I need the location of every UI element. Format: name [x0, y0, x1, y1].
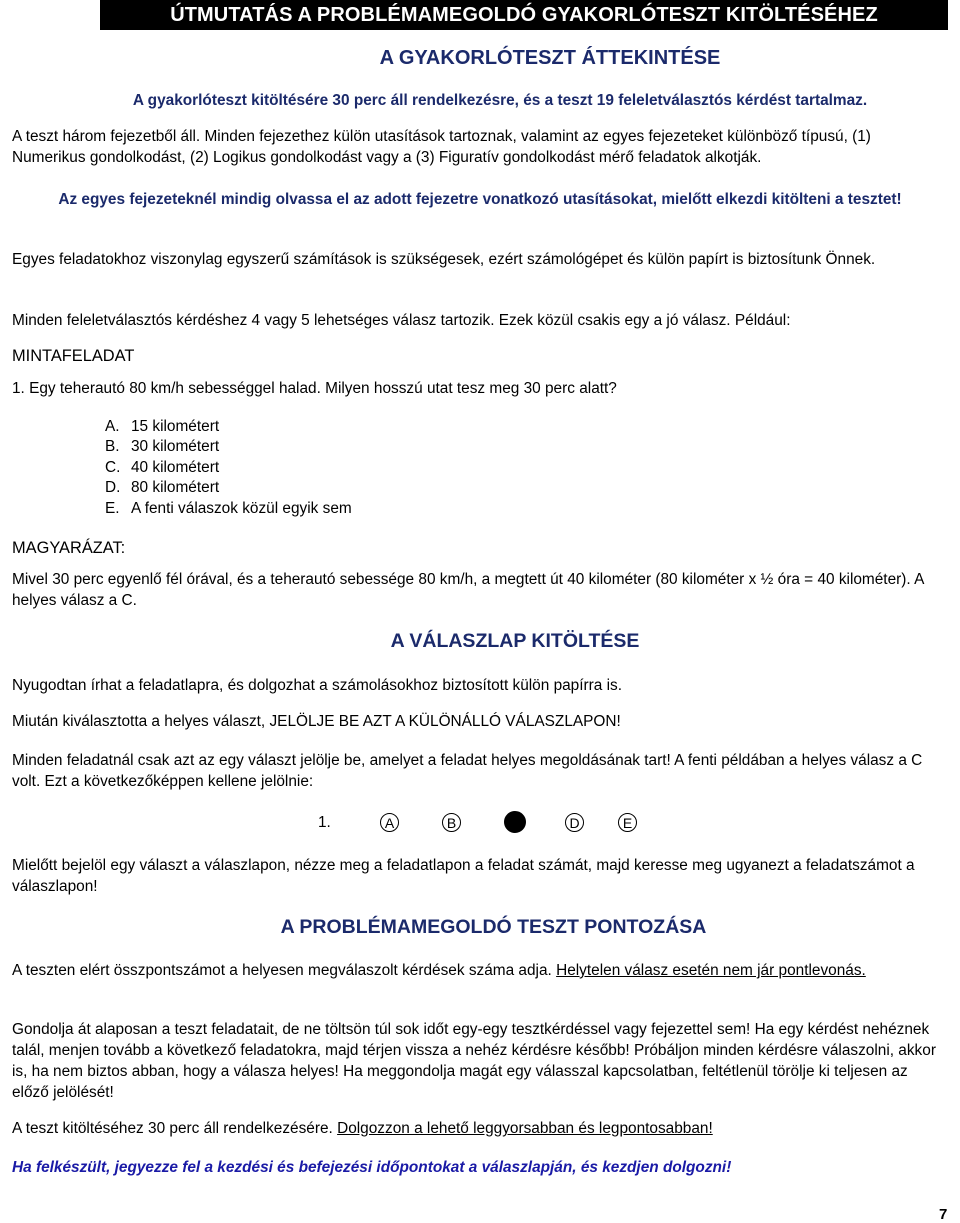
scoring-paragraph-3	[12, 1118, 948, 1139]
time-text: A teszt kitöltéséhez 30 perc áll rendelkezésére.	[12, 1120, 338, 1137]
instruction-paragraph: Az egyes fejezeteknél mindig olvassa el az adott fejezetre vonatkozó utasításokat, mielőtt elkezdi kitölteni a tesztet!	[58, 191, 902, 208]
option-e: E. A fenti válaszok közül egyik sem	[105, 499, 352, 517]
bubble-a: A	[380, 813, 399, 832]
sample-label: MINTAFELADAT	[12, 347, 135, 365]
structure-paragraph: A teszt három fejezetből áll. Minden fejezethez külön utasítások tartoznak, valamint az egyes fejezeteket különböző típusú, (1) Numerikus gondolkodást, (2) Logikus gondolkodást vagy a (3) Figuratív gondolkodást mérő feladatok alkotják.	[12, 128, 871, 166]
sample-answer-row	[318, 809, 648, 839]
section-title-overview: A GYAKORLÓTESZT ÁTTEKINTÉSE	[379, 47, 721, 69]
scoring-paragraph-1	[12, 960, 948, 981]
page-banner: ÚTMUTATÁS A PROBLÉMAMEGOLDÓ GYAKORLÓTESZT KITÖLTÉSÉHEZ	[100, 0, 948, 30]
sample-options	[105, 417, 352, 519]
page-number: 7	[939, 1206, 948, 1223]
option-d: D. 80 kilométert	[105, 479, 220, 497]
scoring-text: A teszten elért összpontszámot a helyesen megválaszolt kérdések száma adja.	[12, 962, 557, 979]
answer-sheet-paragraph-4: Mielőtt bejelöl egy választ a válaszlapon, nézze meg a feladatlapon a feladat számát, majd keresse meg ugyanezt a feladatszámot a válaszlapon!	[12, 857, 915, 895]
answer-sheet-paragraph-2: Miután kiválasztotta a helyes választ, JELÖLJE BE AZT A KÜLÖNÁLLÓ VÁLASZLAPON!	[12, 713, 621, 730]
explanation-label: MAGYARÁZAT:	[12, 539, 126, 557]
section-title-scoring: A PROBLÉMAMEGOLDÓ TESZT PONTOZÁSA	[280, 916, 707, 938]
explanation-paragraph: Mivel 30 perc egyenlő fél órával, és a teherautó sebessége 80 km/h, a megtett út 40 kilométer (80 kilométer x ½ óra = 40 kilométer). A helyes válasz a C.	[12, 571, 924, 609]
sample-question: 1. Egy teherautó 80 km/h sebességgel halad. Milyen hosszú utat tesz meg 30 perc alatt?	[12, 380, 617, 397]
speed-accuracy-note: Dolgozzon a lehető leggyorsabban és legpontosabban!	[337, 1120, 713, 1137]
option-a: A. 15 kilométert	[105, 418, 220, 435]
answer-sheet-paragraph-3: Minden feladatnál csak azt az egy választ jelölje be, amelyet a feladat helyes megoldásának tart! A fenti példában a helyes válasz a C volt. Ezt a következőképpen kellene jelölnie:	[12, 752, 923, 790]
bubble-b: B	[442, 813, 461, 832]
calculator-paragraph: Egyes feladatokhoz viszonylag egyszerű számítások is szükségesek, ezért számológépet és külön papírt is biztosítunk Önnek.	[12, 251, 876, 268]
intro-paragraph: A gyakorlóteszt kitöltésére 30 perc áll rendelkezésre, és a teszt 19 feleletválasztós kérdést tartalmaz.	[132, 92, 868, 109]
section-title-answer-sheet: A VÁLASZLAP KITÖLTÉSE	[390, 630, 640, 652]
answer-number: 1.	[318, 814, 331, 831]
bubble-d: D	[565, 813, 584, 832]
option-b: B. 30 kilométert	[105, 438, 220, 456]
bubble-e: E	[618, 813, 637, 832]
closing-instruction: Ha felkészült, jegyezze fel a kezdési és befejezési időpontokat a válaszlapján, és kezdjen dolgozni!	[12, 1159, 732, 1176]
no-penalty-note: Helytelen válasz esetén nem jár pontlevonás.	[556, 962, 866, 979]
bubble-c-filled	[504, 811, 526, 833]
answer-sheet-paragraph-1: Nyugodtan írhat a feladatlapra, és dolgozhat a számolásokhoz biztosított külön papírra is.	[12, 677, 622, 694]
options-paragraph: Minden feleletválasztós kérdéshez 4 vagy 5 lehetséges válasz tartozik. Ezek közül csakis egy a jó válasz. Például:	[12, 312, 791, 329]
option-c: C. 40 kilométert	[105, 458, 220, 476]
scoring-paragraph-2: Gondolja át alaposan a teszt feladatait, de ne töltsön túl sok időt egy-egy tesztkérdéssel vagy fejezettel sem! Ha egy kérdést nehéznek talál, menjen tovább a következő feladatokra, majd térjen vissza a nehéz kérdésre később! Próbáljon minden kérdésre válaszolni, akkor is, ha nem biztos abban, hogy a válasza helyes! Ha meggondolja magát egy válasszal kapcsolatban, feltétlenül törölje ki teljesen az előző jelölését!	[12, 1021, 936, 1101]
